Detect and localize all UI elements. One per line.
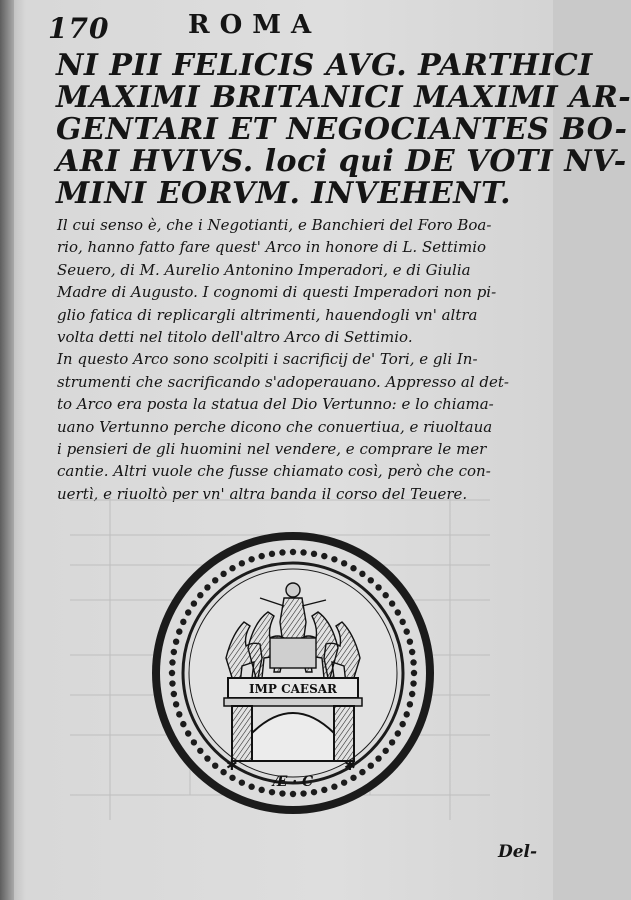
rim-bead [359,769,365,775]
text-line: uano Vertunno perche dicono che conuertiua, e riuoltaua [57,417,493,436]
text-line: strumenti che sacrificando s'adoperauano. Appresso al det- [57,372,509,391]
rim-bead [321,553,327,559]
svg-text:✱: ✱ [344,758,356,774]
rim-bead [239,779,245,785]
text-line: In questo Arco sono scolpiti i sacrificij de' Tori, e gli In- [57,350,478,369]
rim-bead [176,628,182,634]
rim-bead [382,592,388,598]
rim-bead [300,790,306,796]
rim-bead [171,691,177,697]
rim-bead [290,791,296,797]
text-line: Madre di Augusto. I cognomi di questi Imperadori non pi- [57,283,497,302]
rim-bead [258,553,264,559]
rim-bead [409,649,415,655]
svg-text:✱: ✱ [226,758,238,774]
exergue-text: Æ · C [272,774,314,790]
rim-bead [204,584,210,590]
rim-bead [389,600,395,606]
page-number: 170 [48,12,110,45]
coin-engraving [148,528,438,818]
rim-bead [407,638,413,644]
rim-bead [389,739,395,745]
rim-bead [180,619,186,625]
text-line: Il cui senso è, che i Negotianti, e Banchieri del Foro Boa- [57,216,492,234]
text-line: i pensieri de gli huomini nel vendere, e comprare le mer [57,440,487,459]
rim-bead [185,609,191,615]
rim-bead [229,565,235,571]
rim-bead [410,659,416,665]
rim-bead [411,670,417,676]
rim-bead [248,784,254,790]
rim-bead [169,659,175,665]
rim-bead [399,721,405,727]
rim-bead [350,565,356,571]
rim-bead [169,680,175,686]
text-line: to Arco era posta la statua del Dio Vertunno: e lo chiama- [57,395,494,414]
rim-bead [176,711,182,717]
paragraph-1 [57,214,533,348]
rim-bead [359,571,365,577]
rim-bead [180,721,186,727]
rim-bead [279,549,285,555]
rim-bead [197,592,203,598]
rim-bead [341,779,347,785]
rim-bead [341,560,347,566]
rim-bead [407,701,413,707]
rim-bead [368,577,374,583]
inscription-line: GENTARI ET NEGOCIANTES BO- [56,112,628,147]
inscription-line: MAXIMI BRITANICI MAXIMI AR- [56,80,631,115]
rim-bead [404,711,410,717]
rim-bead [404,628,410,634]
rim-bead [410,680,416,686]
inscription-line: NI PII FELICIS AVG. PARTHICI [56,48,593,83]
rim-bead [248,556,254,562]
inscription-line: MINI EORVM. INVEHENT. [56,176,512,211]
rim-bead [395,730,401,736]
text-line: volta detti nel titolo dell'altro Arco di Settimio. [57,328,413,347]
gutter-shadow [0,0,14,900]
rim-bead [171,649,177,655]
text-line: Seuero, di M. Aurelio Antonino Imperadori, e di Giulia [57,260,471,279]
text-line: rio, hanno fatto fare quest' Arco in honore di L. Settimio [57,238,487,257]
rim-bead [258,787,264,793]
paragraph-2 [57,348,533,505]
rim-bead [239,560,245,566]
inscription-block [56,48,631,211]
arch-inscription: IMP CAESAR [248,682,338,696]
rim-bead [300,549,306,555]
rim-bead [212,577,218,583]
rim-bead [382,748,388,754]
text-line: glio fatica di replicargli altrimenti, hauendogli vn' altra [57,305,478,324]
rim-bead [409,691,415,697]
rim-bead [220,571,226,577]
rim-bead [331,556,337,562]
text-line: cantie. Altri vuole che fusse chiamato così, però che con- [57,462,491,481]
rim-bead [197,748,203,754]
rim-bead [350,775,356,781]
rim-bead [173,701,179,707]
rim-bead [321,787,327,793]
rim-bead [185,730,191,736]
rim-bead [191,600,197,606]
rim-bead [368,762,374,768]
rim-bead [331,784,337,790]
rim-bead [279,790,285,796]
rim-bead [395,609,401,615]
rim-bead [375,584,381,590]
inscription-line: ARI HVIVS. loci qui DE VOTI NV- [56,144,627,179]
rim-bead [229,775,235,781]
rim-bead [191,739,197,745]
rim-bead [311,551,317,557]
rim-bead [269,551,275,557]
rim-bead [173,638,179,644]
catchword: Del- [498,842,538,862]
body-text [57,214,533,505]
rim-bead [375,755,381,761]
rim-bead [290,549,296,555]
rim-bead [399,619,405,625]
text-line: uertì, e riuoltò per vn' altra banda il corso del Teuere. [57,484,468,503]
rim-bead [169,670,175,676]
running-title: ROMA [188,10,322,40]
rim-bead [204,755,210,761]
rim-bead [212,762,218,768]
